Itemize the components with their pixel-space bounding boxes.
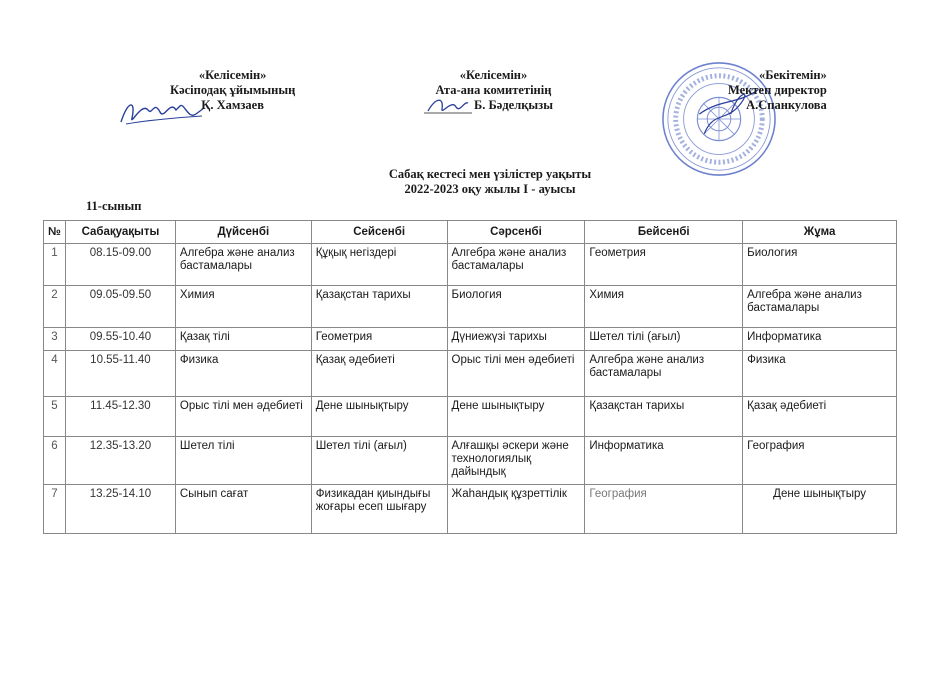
lesson-number: 3 [44,328,66,351]
cell-monday: Қазақ тілі [175,328,311,351]
cell-tuesday: Қазақ әдебиеті [311,351,447,397]
cell-thursday: Химия [585,286,743,328]
approval-heading: «Келісемін» [459,68,528,82]
cell-friday: Информатика [743,328,897,351]
lesson-number: 5 [44,397,66,437]
class-label: 11-сынып [86,199,142,213]
table-row [44,286,897,328]
cell-tuesday: Құқық негіздері [311,244,447,286]
cell-wednesday: Алғашқы әскери және технологиялық дайындық [447,437,585,485]
document-title: Сабақ кестесі мен үзілістер уақыты [388,167,592,181]
cell-thursday: География [585,485,743,534]
cell-tuesday: Физикадан қиындығы жоғары есеп шығару [311,485,447,534]
lesson-number: 2 [44,286,66,328]
approval-organization: Ата-ана комитетінің [435,83,552,97]
approval-union [170,68,295,113]
header-thursday: Бейсенбі [585,221,743,244]
cell-wednesday: Орыс тілі мен әдебиеті [447,351,585,397]
header-lesson-time: Сабақуақыты [65,221,175,244]
table-row [44,328,897,351]
cell-friday: Қазақ әдебиеті [743,397,897,437]
cell-wednesday: Алгебра және анализ бастамалары [447,244,585,286]
cell-wednesday: Жаһандық құзреттілік [447,485,585,534]
lesson-time: 09.05-09.50 [65,286,175,328]
cell-tuesday: Шетел тілі (ағыл) [311,437,447,485]
cell-monday: Физика [175,351,311,397]
approval-signatory: А.Спанкулова [746,98,827,112]
cell-tuesday: Дене шынықтыру [311,397,447,437]
lesson-time: 08.15-09.00 [65,244,175,286]
schedule-table [43,220,897,534]
lesson-time: 09.55-10.40 [65,328,175,351]
lesson-number: 6 [44,437,66,485]
cell-friday: Физика [743,351,897,397]
cell-thursday: Алгебра және анализ бастамалары [585,351,743,397]
approval-signatory: Б. Бәделқызы [474,98,553,112]
approval-signatory: Қ. Хамзаев [201,98,264,112]
cell-monday: Химия [175,286,311,328]
cell-thursday: Шетел тілі (ағыл) [585,328,743,351]
lesson-time: 13.25-14.10 [65,485,175,534]
approval-organization: Кәсіподақ ұйымының [170,83,296,97]
cell-friday: Алгебра және анализ бастамалары [743,286,897,328]
cell-tuesday: Геометрия [311,328,447,351]
cell-friday: Дене шынықтыру [743,485,897,534]
table-row [44,351,897,397]
lesson-time: 11.45-12.30 [65,397,175,437]
header-number: № [44,221,66,244]
approval-position: Мектеп директор [728,83,827,97]
cell-monday: Шетел тілі [175,437,311,485]
table-row [44,437,897,485]
header-wednesday: Сәрсенбі [447,221,585,244]
approval-director [728,68,827,113]
lesson-number: 7 [44,485,66,534]
cell-tuesday: Қазақстан тарихы [311,286,447,328]
lesson-time: 10.55-11.40 [65,351,175,397]
cell-friday: География [743,437,897,485]
lesson-time: 12.35-13.20 [65,437,175,485]
lesson-number: 1 [44,244,66,286]
cell-wednesday: Дене шынықтыру [447,397,585,437]
lesson-number: 4 [44,351,66,397]
cell-thursday: Геометрия [585,244,743,286]
cell-monday: Алгебра және анализ бастамалары [175,244,311,286]
cell-thursday: Қазақстан тарихы [585,397,743,437]
table-header-row [44,221,897,244]
cell-monday: Орыс тілі мен әдебиеті [175,397,311,437]
cell-wednesday: Биология [447,286,585,328]
approval-parents-committee [434,68,553,113]
header-tuesday: Сейсенбі [311,221,447,244]
table-row [44,397,897,437]
cell-thursday: Информатика [585,437,743,485]
cell-friday: Биология [743,244,897,286]
cell-monday: Сынып сағат [175,485,311,534]
header-monday: Дүйсенбі [175,221,311,244]
approval-heading: «Бекітемін» [758,68,827,82]
document-subtitle: 2022-2023 оқу жылы І - ауысы [404,182,576,196]
table-row [44,485,897,534]
approval-heading: «Келісемін» [198,68,267,82]
table-row [44,244,897,286]
cell-wednesday: Дүниежүзі тарихы [447,328,585,351]
header-friday: Жұма [743,221,897,244]
